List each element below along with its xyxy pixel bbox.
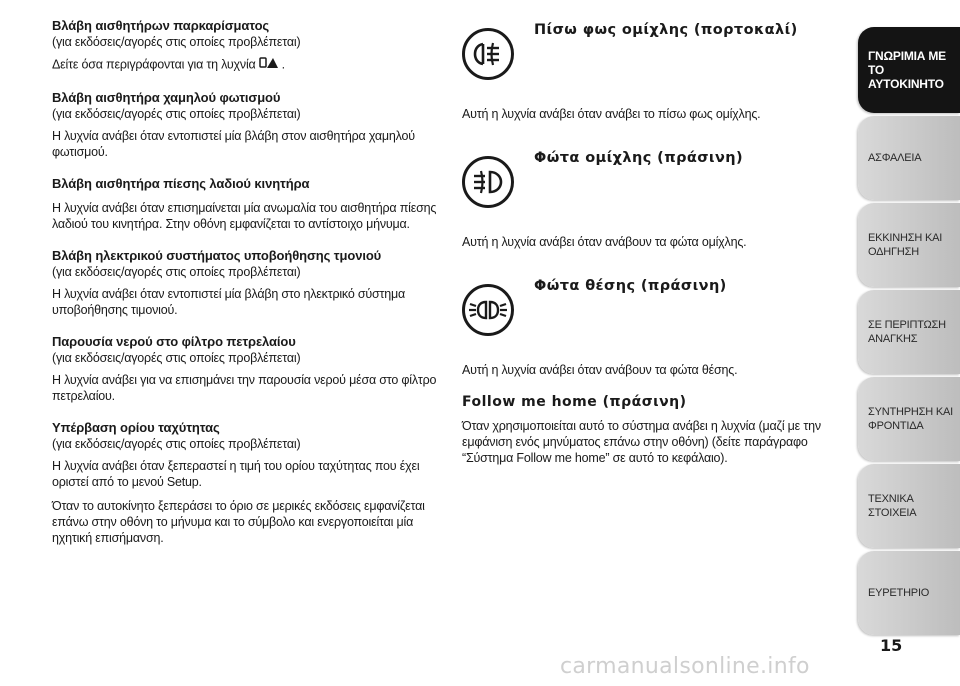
section-note: (για εκδόσεις/αγορές στις οποίες προβλέπεται) — [52, 107, 301, 121]
tab-getting-to-know-car[interactable] — [858, 27, 960, 113]
lamp-title: Πίσω φως ομίχλης (πορτοκαλί) — [534, 22, 798, 38]
section-title: Παρουσία νερού στο φίλτρο πετρελαίου — [52, 334, 296, 349]
tab-label: ΕΥΡΕΤΗΡΙΟ — [868, 587, 930, 599]
lamp-description: Αυτή η λυχνία ανάβει όταν ανάβουν τα φώτα ομίχλης. — [462, 235, 747, 249]
section-body: Η λυχνία ανάβει όταν εντοπιστεί μία βλάβη στον αισθητήρα χαμηλού φωτισμού. — [52, 129, 415, 159]
follow-me-title: Follow me home (πράσινη) — [462, 394, 687, 410]
lamp-rear-fog — [462, 18, 842, 92]
lamp-description: Αυτή η λυχνία ανάβει όταν ανάβουν τα φώτα θέσης. — [462, 363, 738, 377]
lamp-title: Φώτα ομίχλης (πράσινη) — [534, 150, 743, 166]
section-parking-sensor-fault — [52, 18, 442, 74]
section-body-2: Όταν το αυτοκίνητο ξεπεράσει το όριο σε μερικές εκδόσεις εμφανίζεται επάνω στην οθόνη το μήνυμα και το σύμβολο και ενεργοποιείται μία ηχητική επισήμανση. — [52, 499, 425, 545]
lamp-title: Φώτα θέσης (πράσινη) — [534, 278, 727, 294]
left-column — [52, 18, 442, 562]
page-number: 15 — [880, 636, 903, 655]
lamp-description: Αυτή η λυχνία ανάβει όταν ανάβει το πίσω φως ομίχλης. — [462, 107, 761, 121]
section-body: Η λυχνία ανάβει για να επισημάνει την παρουσία νερού μέσα στο φίλτρο πετρελαίου. — [52, 373, 437, 403]
section-oil-pressure-sensor-fault — [52, 176, 442, 232]
tab-emergency[interactable] — [858, 290, 960, 374]
tab-label: ΣΕ ΠΕΡΙΠΤΩΣΗ ΑΝΑΓΚΗΣ — [868, 319, 946, 345]
tab-index[interactable] — [858, 551, 960, 635]
section-title: Βλάβη αισθητήρων παρκαρίσματος — [52, 18, 270, 33]
section-title: Βλάβη ηλεκτρικού συστήματος υποβοήθησης τμονιού — [52, 248, 382, 263]
section-note: (για εκδόσεις/αγορές στις οποίες προβλέπεται) — [52, 351, 301, 365]
watermark: carmanualsonline.info — [560, 654, 810, 679]
section-body: Η λυχνία ανάβει όταν ξεπεραστεί η τιμή του ορίου ταχύτητας που έχει οριστεί από το μενού Setup. — [52, 459, 420, 489]
section-low-light-sensor-fault — [52, 90, 442, 160]
section-note: (για εκδόσεις/αγορές στις οποίες προβλέπεται) — [52, 437, 301, 451]
section-body: Η λυχνία ανάβει όταν εντοπιστεί μία βλάβη στο ηλεκτρικό σύστημα υποβοήθησης τιμονιού. — [52, 287, 406, 317]
section-power-steering-fault — [52, 248, 442, 318]
lamp-position — [462, 274, 842, 348]
follow-me-body: Όταν χρησιμοποιείται αυτό το σύστημα ανάβει η λυχνία (μαζί με την εμφάνιση ενός μηνύματος επάνω στην οθόνη) (δείτε παράγραφο “Σύστημα Follow me home” σε αυτό το κεφάλαιο). — [462, 419, 821, 465]
section-body: Δείτε όσα περιγράφονται για τη λυχνία . — [52, 56, 442, 74]
middle-column — [462, 18, 842, 474]
front-fog-light-icon — [462, 156, 514, 208]
lamp-front-fog — [462, 146, 842, 220]
section-note: (για εκδόσεις/αγορές στις οποίες προβλέπεται) — [52, 265, 301, 279]
tab-label: ΕΚΚΙΝΗΣΗ ΚΑΙ ΟΔΗΓΗΣΗ — [868, 232, 943, 258]
parking-sensor-warning-icon — [259, 56, 279, 74]
tab-maintenance-and-care[interactable] — [858, 377, 960, 461]
position-light-icon — [462, 284, 514, 336]
chapter-tabs — [858, 27, 960, 638]
tab-label: ΤΕΧΝΙΚΑ ΣΤΟΙΧΕΙΑ — [868, 493, 917, 519]
section-note: (για εκδόσεις/αγορές στις οποίες προβλέπεται) — [52, 35, 301, 49]
rear-fog-light-icon — [462, 28, 514, 80]
tab-safety[interactable] — [858, 116, 960, 200]
section-follow-me-home — [462, 394, 842, 466]
section-body: Η λυχνία ανάβει όταν επισημαίνεται μία ανωμαλία του αισθητήρα πίεσης λαδιού του κινητήρα. Στην οθόνη εμφανίζεται το αντίστοιχο μήνυμα. — [52, 201, 437, 231]
tab-label: ΑΣΦΑΛΕΙΑ — [868, 152, 922, 164]
tab-label: ΣΥΝΤΗΡΗΣΗ ΚΑΙ ΦΡΟΝΤΙΔΑ — [868, 406, 953, 432]
tab-label: ΓΝΩΡΙΜΙΑ ΜΕ ΤΟ ΑΥΤΟΚΙΝΗΤΟ — [868, 49, 946, 91]
section-title: Βλάβη αισθητήρα πίεσης λαδιού κινητήρα — [52, 176, 310, 191]
tab-technical-specs[interactable] — [858, 464, 960, 548]
section-title: Υπέρβαση ορίου ταχύτητας — [52, 420, 220, 435]
section-speed-limit-exceeded — [52, 420, 442, 546]
section-water-in-fuel-filter — [52, 334, 442, 404]
section-title: Βλάβη αισθητήρα χαμηλού φωτισμού — [52, 90, 281, 105]
tab-starting-and-driving[interactable] — [858, 203, 960, 287]
